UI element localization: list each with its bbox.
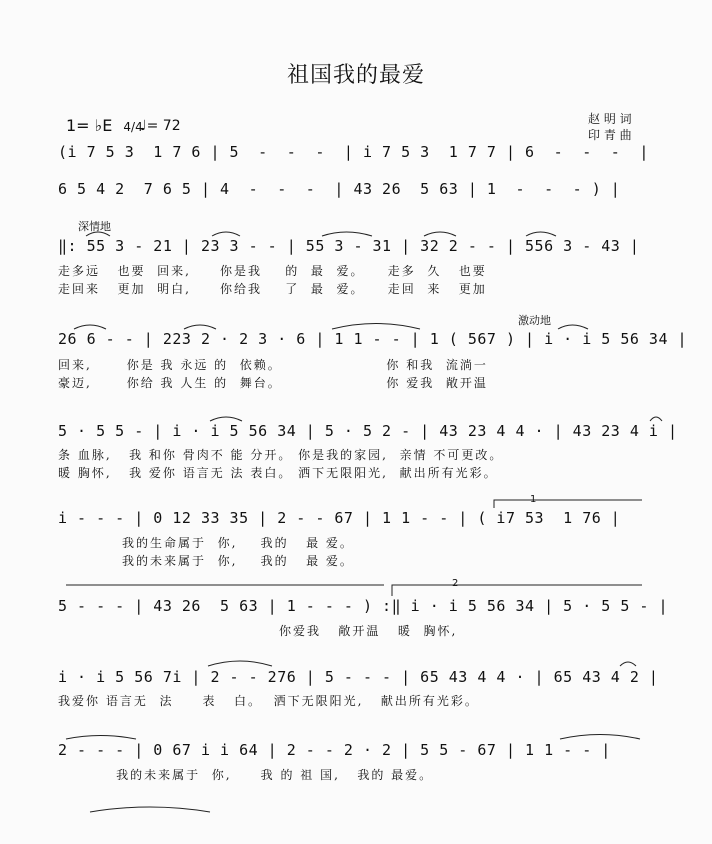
expression-mark-excited: 激动地 [518,314,551,327]
slur [212,232,240,236]
music-row-7: 5 - - - | 43 26 5 63 | 1 - - - ) :‖ i · i 5 56 34 | 5 · 5 5 - | [58,597,668,615]
slur [322,232,372,236]
slur [424,232,456,236]
tempo-marking: ♩= 72 [140,118,181,134]
slur [650,417,662,421]
lyrics-row-4-verse-2: 豪迈, 你给 我 人生 的 舞台。 你 爱我 敞开温 [58,376,488,390]
composer-credit: 印 青 曲 [588,128,632,142]
lyrics-row-6-verse-1: 我的生命属于 你, 我的 最 爱。 [58,536,354,550]
music-row-5: 5 · 5 5 - | i · i 5 56 34 | 5 · 5 2 - | 43 23 4 4 · | 43 23 4 i | [58,422,678,440]
slur [90,807,210,812]
music-row-4: 26 6 - - | 223 2 · 2 3 · 6 | 1 1 - - | 1 ( 567 ) | i · i 5 56 34 | [58,330,688,348]
slur [558,325,588,329]
lyricist-credit: 赵 明 词 [588,112,632,126]
slur [66,736,136,740]
slur [332,324,420,330]
expression-mark-affectionate: 深情地 [78,220,111,233]
slur [74,325,106,329]
volta-1-label: 1 [530,494,537,505]
volta-1-bracket [494,500,642,508]
music-row-1: (i 7 5 3 1 7 6 | 5 - - - | i 7 5 3 1 7 7 | 6 - - - | [58,143,649,161]
lyrics-row-3-verse-2: 走回来 更加 明白, 你给我 了 最 爱。 走回 来 更加 [58,282,487,296]
music-row-9: 2 - - - | 0 67 i i 64 | 2 - - 2 · 2 | 5 5 - 67 | 1 1 - - | [58,741,611,759]
lyrics-row-6-verse-2: 我的未来属于 你, 我的 最 爱。 [58,554,354,568]
lyrics-row-5-verse-1: 条 血脉, 我 和你 骨肉不 能 分开。 你是我的家园, 亲情 不可更改。 [58,448,504,462]
slur [208,661,272,666]
music-row-2: 6 5 4 2 7 6 5 | 4 - - - | 43 26 5 63 | 1 - - - ) | [58,180,621,198]
slur [620,662,636,666]
volta-2-bracket [392,585,642,596]
lyrics-row-5-verse-2: 暖 胸怀, 我 爱你 语言无 法 表白。 洒下无限阳光, 献出所有光彩。 [58,466,498,480]
lyrics-row-8: 我爱你 语言无 法 表 白。 洒下无限阳光, 献出所有光彩。 [58,694,479,708]
music-row-6: i - - - | 0 12 33 35 | 2 - - 67 | 1 1 - - | ( i7 53 1 76 | [58,509,621,527]
lyrics-row-3-verse-1: 走多远 也要 回来, 你是我 的 最 爱。 走多 久 也要 [58,264,487,278]
music-row-8: i · i 5 56 7i | 2 - - 276 | 5 - - - | 65 43 4 4 · | 65 43 4 2 | [58,668,659,686]
lyrics-row-4-verse-1: 回来, 你是 我 永远 的 依赖。 你 和我 流淌一 [58,358,488,372]
lyrics-row-7: 你爱我 敞开温 暖 胸怀, [58,624,458,638]
key-label: 1= ♭E [66,116,113,135]
time-signature: 4/4 [123,120,143,134]
slur [86,232,110,236]
slur [526,232,556,236]
lyrics-row-9: 我的未来属于 你, 我 的 祖 国, 我的 最爱。 [58,768,434,782]
music-row-3: ‖: 55 3 - 21 | 23 3 - - | 55 3 - 31 | 32 2 - - | 556 3 - 43 | [58,237,640,255]
slur [210,417,242,421]
slur [560,735,640,740]
song-title: 祖国我的最爱 [286,63,425,88]
volta-2-label: 2 [452,578,459,589]
slur [184,325,216,329]
